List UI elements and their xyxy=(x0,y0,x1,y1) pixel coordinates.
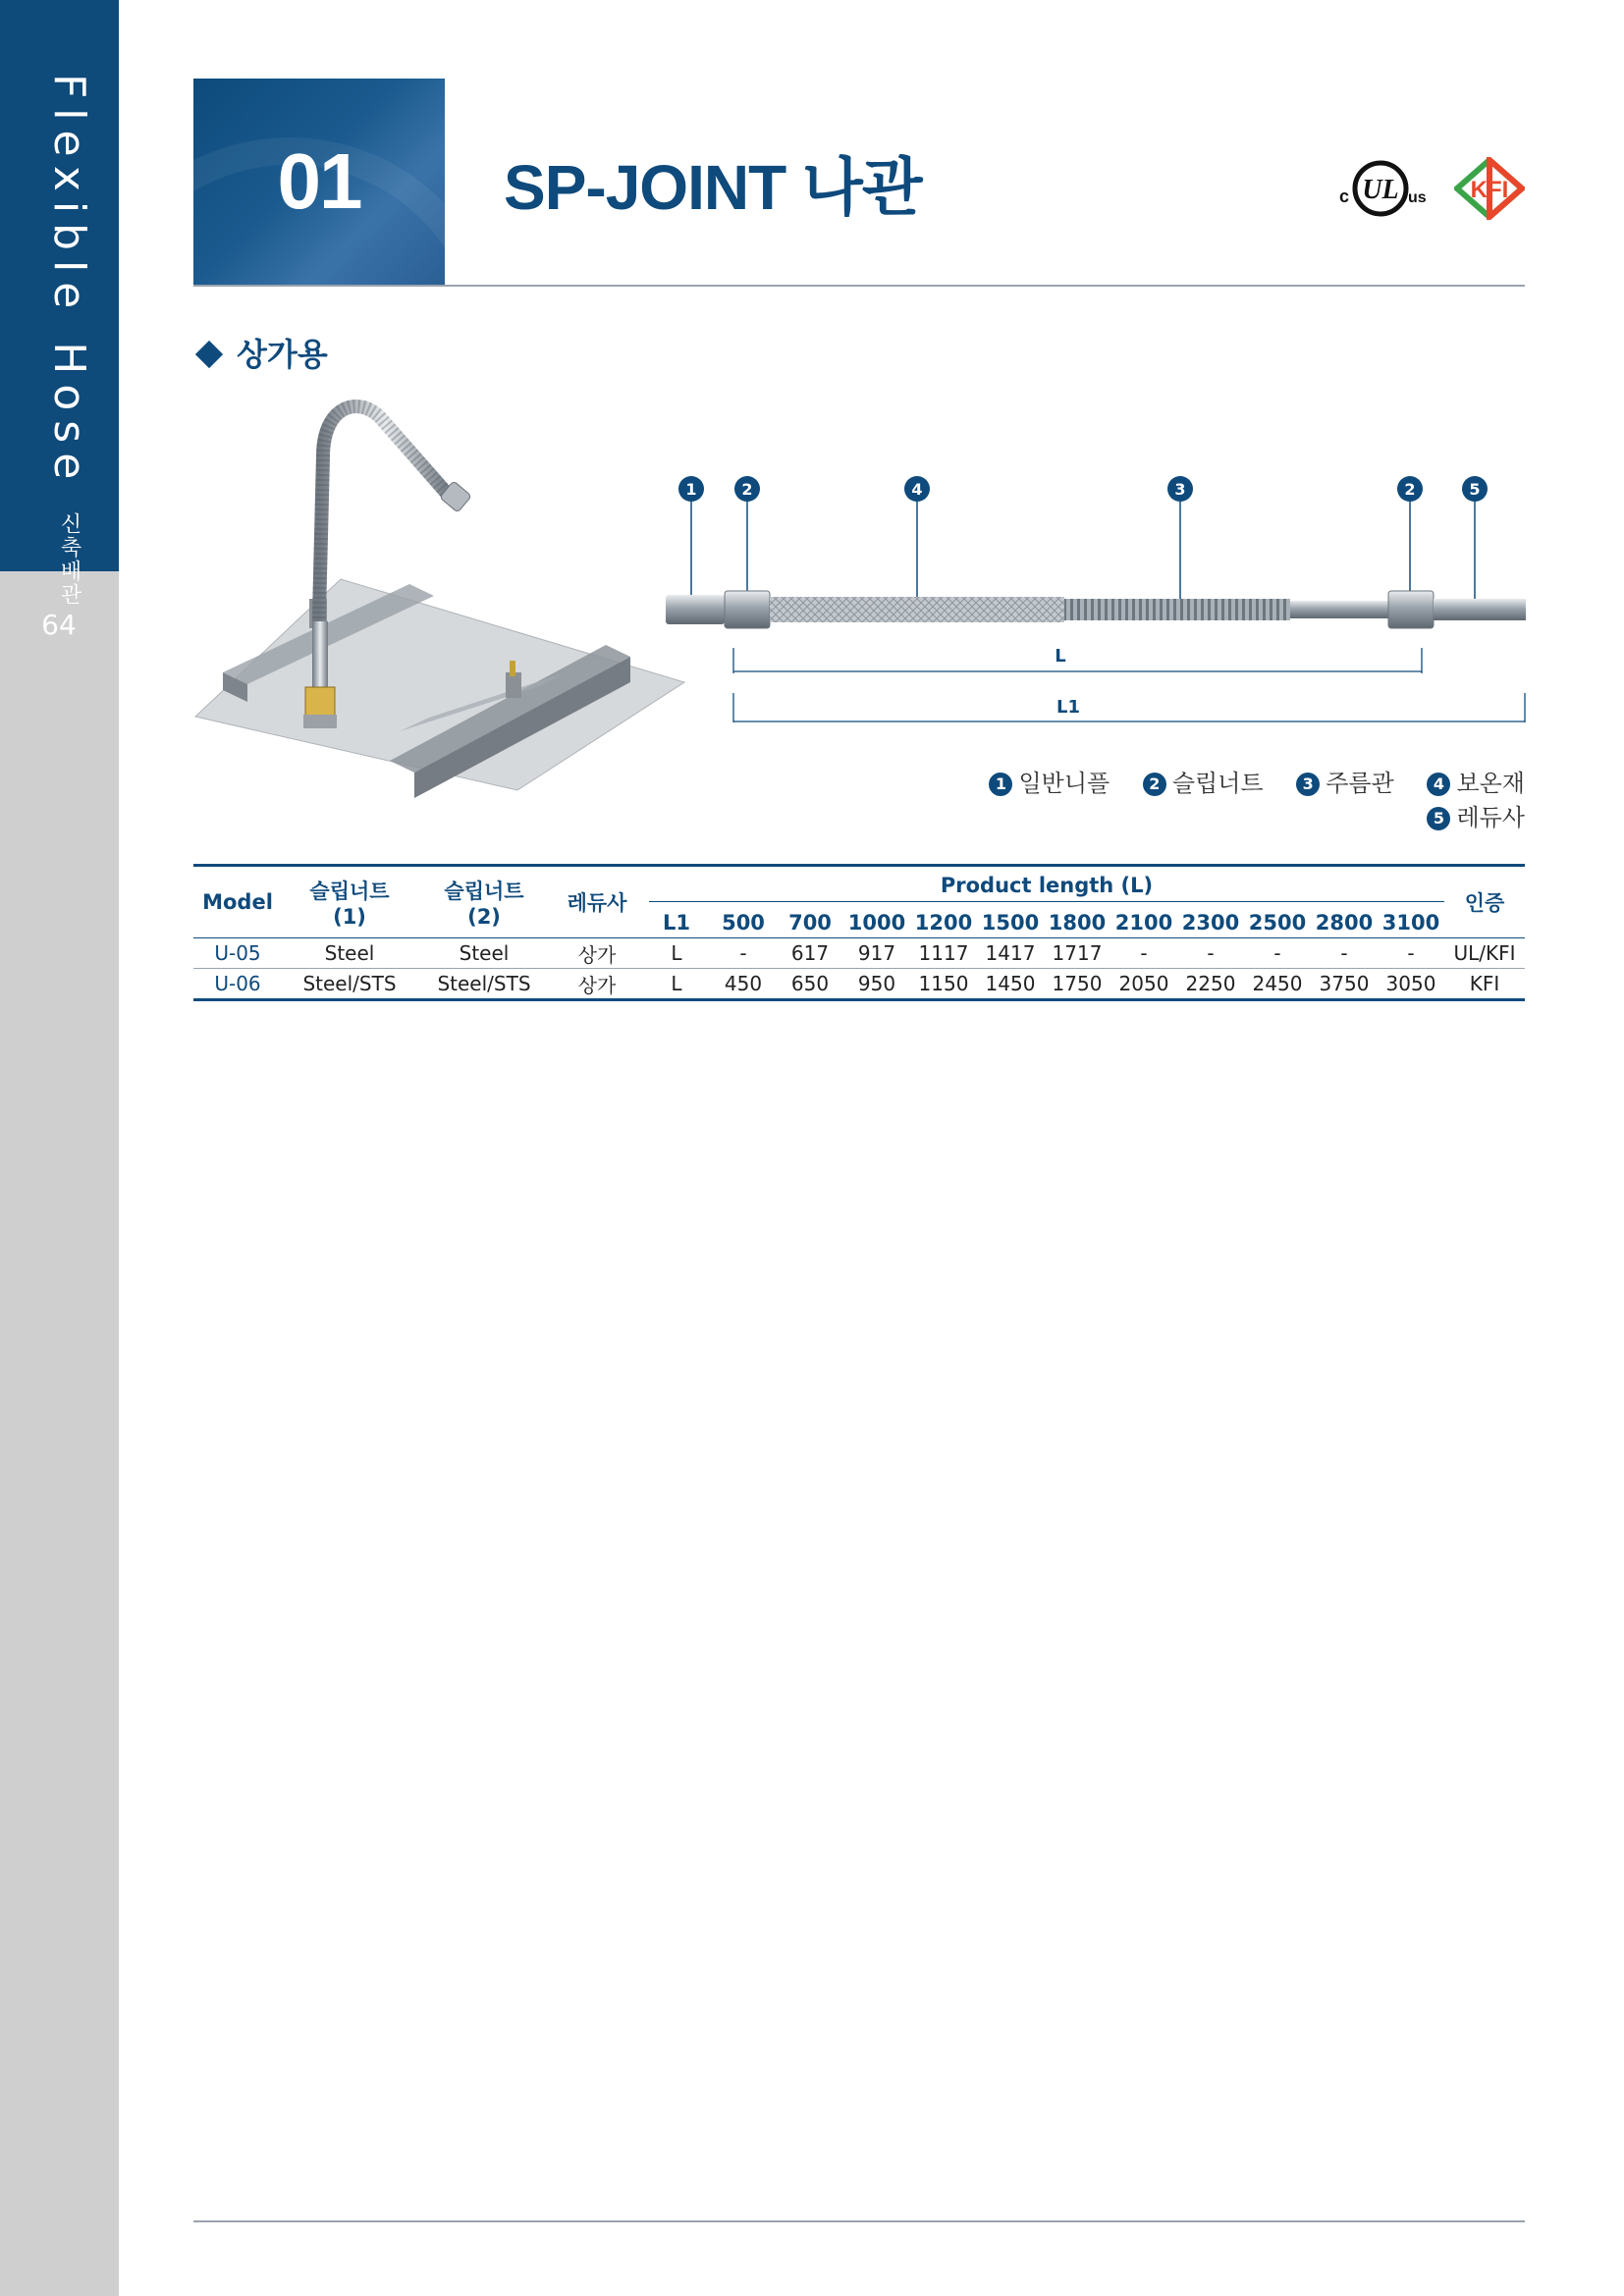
cell-cert: KFI xyxy=(1444,969,1525,1000)
legend-item: 5 레듀사 xyxy=(1427,798,1525,832)
cell-cert: UL/KFI xyxy=(1444,938,1525,969)
spec-table xyxy=(193,864,1525,1001)
footer-divider xyxy=(193,2220,1525,2222)
cell-slip2: Steel xyxy=(417,938,551,969)
page-title: SP-JOINT 나관 xyxy=(504,152,922,223)
dimension-l-label: L xyxy=(1055,646,1066,667)
side-title-ko: 신축배관 xyxy=(57,512,81,608)
cell-length: - xyxy=(1311,938,1378,969)
cell-model: U-05 xyxy=(193,938,282,969)
cell-length: 917 xyxy=(843,938,910,969)
kfi-logo-text: KFI xyxy=(1470,177,1509,203)
cell-length: - xyxy=(1378,938,1444,969)
hose-diagram xyxy=(658,461,1526,756)
cell-slip1: Steel xyxy=(282,938,417,969)
cell-length: - xyxy=(1244,938,1311,969)
legend-item: 3 주름관 xyxy=(1296,764,1394,798)
chapter-number-block xyxy=(193,79,445,285)
table-row xyxy=(193,969,1525,1000)
callout-label: 1 xyxy=(685,480,697,499)
callout-label: 3 xyxy=(1174,480,1186,499)
cell-length: 2450 xyxy=(1244,969,1311,1000)
kfi-logo xyxy=(1454,157,1525,220)
cell-l1: L xyxy=(643,938,710,969)
legend-item: 4 보온재 xyxy=(1427,764,1525,798)
cell-model: U-06 xyxy=(193,969,282,1000)
header-length: 1000 xyxy=(843,908,910,938)
header-cert: 인증 xyxy=(1444,866,1525,938)
header-l1: L1 xyxy=(643,908,710,938)
callout-label: 2 xyxy=(1404,480,1416,499)
header-length: 500 xyxy=(710,908,777,938)
cell-length: - xyxy=(1110,938,1177,969)
cell-length: 450 xyxy=(710,969,777,1000)
header-length: 1200 xyxy=(910,908,977,938)
header-slip2: 슬립너트 (2) xyxy=(417,866,551,938)
cell-slip1: Steel/STS xyxy=(282,969,417,1000)
header-length: 2300 xyxy=(1177,908,1244,938)
page-number: 64 xyxy=(41,609,77,641)
callout-label: 4 xyxy=(911,480,923,499)
cell-length: 1450 xyxy=(977,969,1044,1000)
header-slip1: 슬립너트 (1) xyxy=(282,866,417,938)
cell-length: 950 xyxy=(843,969,910,1000)
side-title xyxy=(26,74,94,608)
ul-logo-mark: UL xyxy=(1362,175,1399,205)
table-row xyxy=(193,938,1525,969)
cell-length: 1417 xyxy=(977,938,1044,969)
cell-length: 2250 xyxy=(1177,969,1244,1000)
header-length: 2500 xyxy=(1244,908,1311,938)
cell-length: - xyxy=(1177,938,1244,969)
ul-logo-us: us xyxy=(1408,189,1427,206)
cell-length: 1717 xyxy=(1044,938,1110,969)
legend-item: 1 일반니플 xyxy=(989,764,1110,798)
header-divider xyxy=(193,285,1525,287)
cell-reducer: 상가 xyxy=(551,969,643,1000)
cell-length: 2050 xyxy=(1110,969,1177,1000)
cell-length: 3750 xyxy=(1311,969,1378,1000)
cell-length: 1150 xyxy=(910,969,977,1000)
header-length: 2800 xyxy=(1311,908,1378,938)
callout-label: 2 xyxy=(741,480,753,499)
cell-length: 1750 xyxy=(1044,969,1110,1000)
side-title-en: Flexible Hose xyxy=(44,74,94,490)
ul-logo-c: c xyxy=(1339,187,1350,206)
callout-group xyxy=(678,476,1488,604)
section-title-text: 상가용 xyxy=(237,336,328,373)
header-length: 3100 xyxy=(1378,908,1444,938)
cell-l1: L xyxy=(643,969,710,1000)
callout-label: 5 xyxy=(1469,480,1481,499)
cell-slip2: Steel/STS xyxy=(417,969,551,1000)
header-reducer: 레듀사 xyxy=(551,866,643,938)
header-model: Model xyxy=(193,866,282,938)
section-title xyxy=(193,330,328,375)
chapter-number: 01 xyxy=(277,137,361,225)
installation-illustration xyxy=(193,388,697,800)
header-length: 700 xyxy=(777,908,843,938)
header-length: 2100 xyxy=(1110,908,1177,938)
cell-reducer: 상가 xyxy=(551,938,643,969)
header-length: 1800 xyxy=(1044,908,1110,938)
cell-length: 3050 xyxy=(1378,969,1444,1000)
header-length: 1500 xyxy=(977,908,1044,938)
part-legend xyxy=(884,764,1525,832)
ul-logo xyxy=(1333,159,1427,218)
dimension-l1-label: L1 xyxy=(1056,697,1080,718)
cell-length: 1117 xyxy=(910,938,977,969)
cell-length: - xyxy=(710,938,777,969)
cell-length: 617 xyxy=(777,938,843,969)
cell-length: 650 xyxy=(777,969,843,1000)
header-product-length: Product length (L) xyxy=(643,866,1444,909)
diamond-bullet-icon xyxy=(195,341,223,368)
legend-item: 2 슬립너트 xyxy=(1143,764,1264,798)
